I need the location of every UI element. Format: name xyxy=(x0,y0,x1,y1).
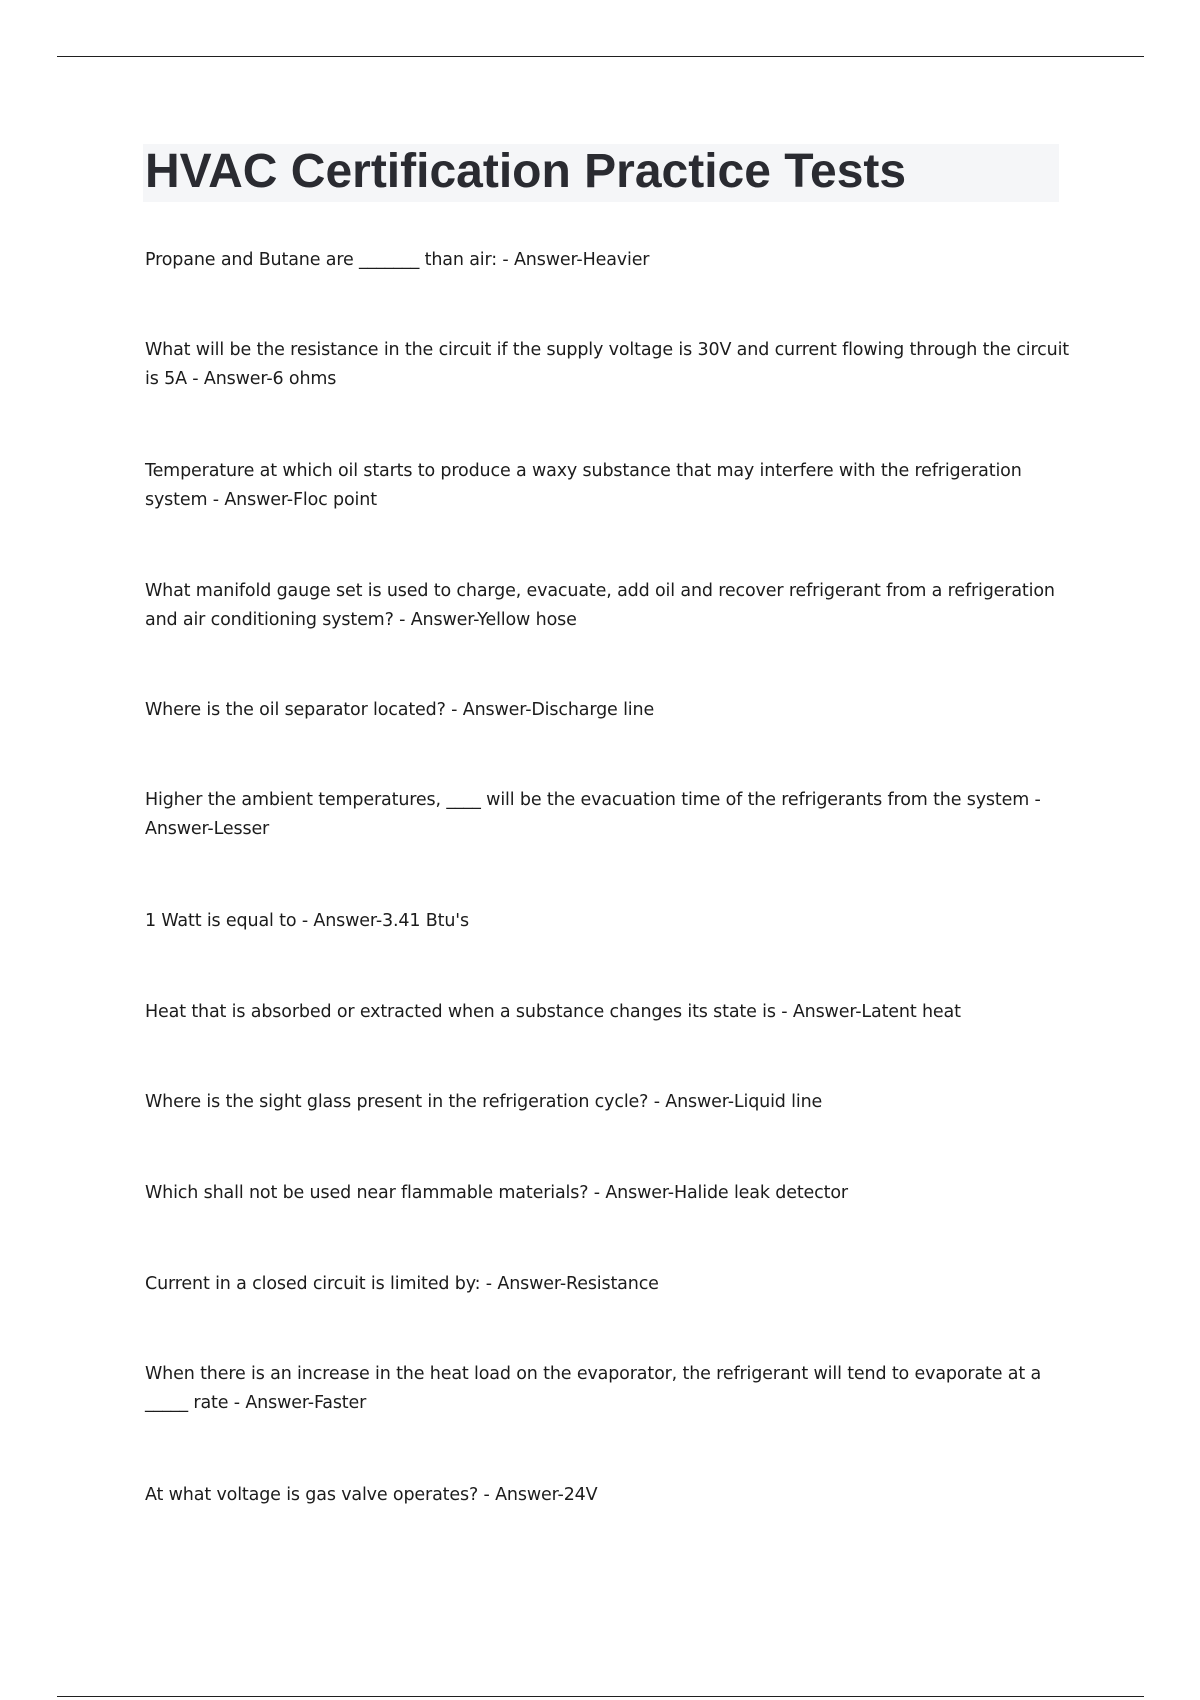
bottom-rule xyxy=(57,1696,1144,1697)
document-title: HVAC Certification Practice Tests xyxy=(145,145,907,198)
qa-item: Higher the ambient temperatures, ____ will be the evacuation time of the refrigerants from the system - Answer-Lesser xyxy=(145,790,1041,839)
qa-item: Which shall not be used near flammable materials? - Answer-Halide leak detector xyxy=(145,1183,848,1203)
qa-item: Where is the sight glass present in the refrigeration cycle? - Answer-Liquid line xyxy=(145,1092,823,1112)
qa-item: 1 Watt is equal to - Answer-3.41 Btu's xyxy=(145,911,469,931)
qa-item: At what voltage is gas valve operates? - Answer-24V xyxy=(145,1485,598,1505)
qa-item: When there is an increase in the heat load on the evaporator, the refrigerant will tend to evaporate at a _____ rate - Answer-Faster xyxy=(145,1364,1042,1413)
qa-item: Temperature at which oil starts to produce a waxy substance that may interfere with the refrigeration system - Answer-Floc point xyxy=(145,461,1022,510)
qa-item: What will be the resistance in the circuit if the supply voltage is 30V and current flowing through the circuit is 5A - Answer-6 ohms xyxy=(145,340,1070,389)
qa-item: Where is the oil separator located? - Answer-Discharge line xyxy=(145,700,655,720)
qa-item: Current in a closed circuit is limited by: - Answer-Resistance xyxy=(145,1274,659,1294)
top-rule xyxy=(57,56,1144,57)
qa-item: Heat that is absorbed or extracted when a substance changes its state is - Answer-Latent heat xyxy=(145,1002,961,1022)
qa-item: What manifold gauge set is used to charge, evacuate, add oil and recover refrigerant from a refrigeration and air conditioning system? - Answer-Yellow hose xyxy=(145,581,1055,630)
qa-item: Propane and Butane are _______ than air: - Answer-Heavier xyxy=(145,250,650,270)
